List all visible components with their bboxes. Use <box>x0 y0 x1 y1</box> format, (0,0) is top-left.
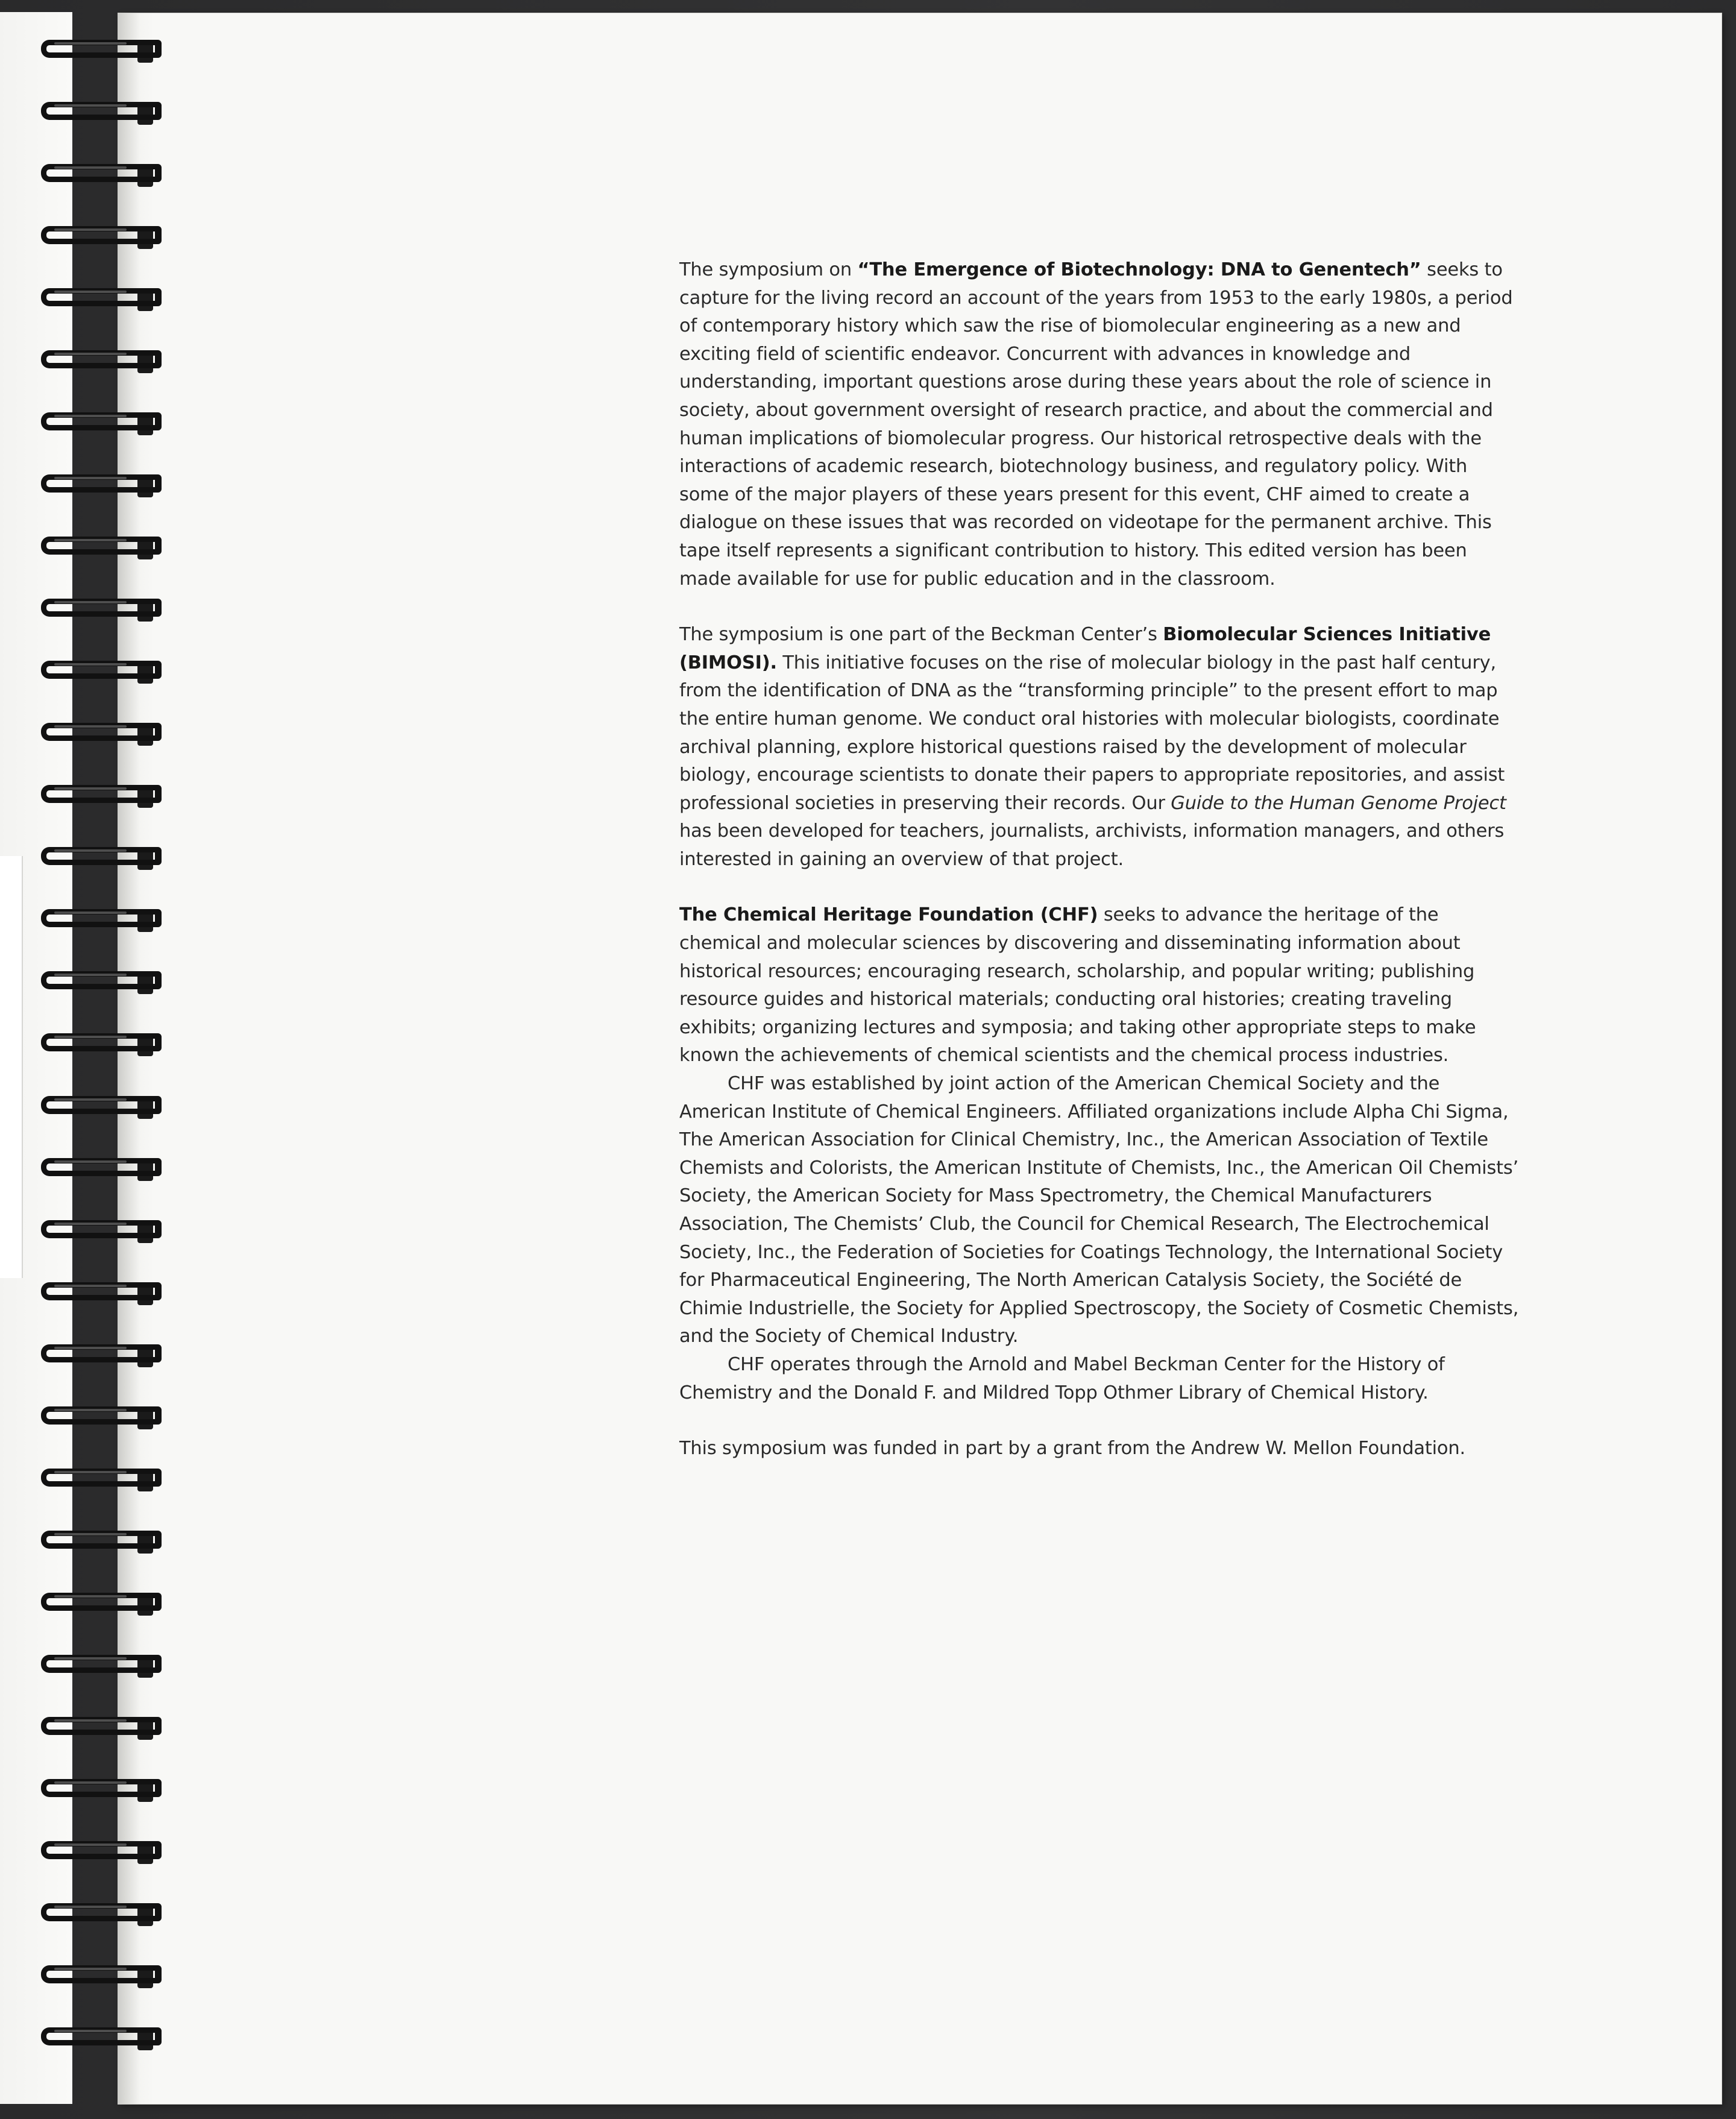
coil-highlight <box>54 849 127 852</box>
coil-highlight <box>54 104 127 107</box>
binding-coil <box>30 1217 175 1247</box>
paragraph-chf-operations: CHF operates through the Arnold and Mabel Beckman Center for the History of Chemistry and the Donald F. and Mildred Topp Othmer Library of Chemical History. <box>679 1353 1445 1403</box>
coil-highlight <box>54 291 127 293</box>
coil-highlight <box>54 1719 127 1722</box>
coil-highlight <box>54 415 127 417</box>
paragraph-gap <box>679 1407 1520 1435</box>
spiral-binding-icon <box>30 36 175 2104</box>
underlying-page-tab <box>0 856 23 1278</box>
coil-highlight <box>54 1471 127 1473</box>
binding-coil <box>30 471 175 501</box>
binding-coil <box>30 533 175 563</box>
binding-coil <box>30 1589 175 1619</box>
coil-highlight <box>54 1968 127 1970</box>
guide-title: Guide to the Human Genome Project <box>1171 792 1506 814</box>
binding-coil <box>30 719 175 749</box>
coil-highlight <box>54 1906 127 1908</box>
binding-coil <box>30 657 175 687</box>
coil-highlight <box>54 353 127 355</box>
paragraph-2-post: has been developed for teachers, journalists, archivists, information managers, and others interested in gaining an overview of that project. <box>679 820 1505 870</box>
binding-coil <box>30 1403 175 1433</box>
binding-coil <box>30 160 175 190</box>
binding-coil <box>30 409 175 439</box>
coil-highlight <box>54 663 127 666</box>
symposium-title: “The Emergence of Biotechnology: DNA to Genentech” <box>857 259 1421 280</box>
binding-coil <box>30 843 175 874</box>
binding-coil <box>30 968 175 998</box>
coil-highlight <box>54 1843 127 1846</box>
binding-coil <box>30 1837 175 1868</box>
coil-highlight <box>54 1098 127 1101</box>
coil-highlight <box>54 539 127 541</box>
binding-coil <box>30 36 175 66</box>
coil-highlight <box>54 1409 127 1411</box>
binding-coil <box>30 222 175 253</box>
binding-coil <box>30 1713 175 1743</box>
coil-highlight <box>54 912 127 914</box>
binding-coil <box>30 2024 175 2054</box>
paragraph-gap <box>679 593 1520 621</box>
paragraph-2-pre: The symposium is one part of the Beckman Center’s <box>679 624 1163 646</box>
initiative-name: Biomolecular Sciences Initiative (BIMOSI). <box>679 624 1491 673</box>
paragraph-3-post: seeks to advance the heritage of the chemical and molecular sciences by discovering and disseminating information about historical resources; encouraging research, scholarship, and popular writing; publishing resource guides and historical materials; conducting oral histories; creating traveling exhibits; organizing lectures and symposia; and taking other appropriate steps to make known the achievements of chemical scientists and the chemical process industries. <box>679 904 1476 1066</box>
binding-coil <box>30 1092 175 1122</box>
text-column <box>679 256 1520 1463</box>
binding-coil <box>30 347 175 377</box>
binding-coil <box>30 1775 175 1806</box>
binding-coil <box>30 1527 175 1557</box>
binding-coil <box>30 1341 175 1371</box>
binding-coil <box>30 1465 175 1495</box>
binding-coil <box>30 1154 175 1185</box>
binding-coil <box>30 905 175 936</box>
coil-highlight <box>54 1285 127 1287</box>
paragraph-funding: This symposium was funded in part by a grant from the Andrew W. Mellon Foundation. <box>679 1438 1465 1459</box>
paragraph-chf <box>679 901 1520 1070</box>
coil-highlight <box>54 601 127 603</box>
paragraph-1-post: seeks to capture for the living record an account of the years from 1953 to the early 1980s, a period of contemporary history which saw the rise of biomolecular engineering as a new and exciting field of scientific endeavor. Concurrent with advances in knowledge and understanding, important questions arose during these years about the role of science in society, about government oversight of research practice, and about the commercial and human implications of biomolecular progress. Our historical retrospective deals with the interactions of academic research, biotechnology business, and regulatory policy. With some of the major players of these years present for this event, CHF aimed to create a dialogue on these issues that was recorded on videotape for the permanent archive. This tape itself represents a significant contribution to history. This edited version has been made available for use for public education and in the classroom. <box>679 259 1513 590</box>
coil-highlight <box>54 1160 127 1163</box>
paragraph-chf-affiliations: CHF was established by joint action of the American Chemical Society and the American Institute of Chemical Engineers. Affiliated organizations include Alpha Chi Sigma, The American Association for Clinical Chemistry, Inc., the American Association of Textile Chemists and Colorists, the American Institute of Chemists, Inc., the American Oil Chemists’ Society, the American Society for Mass Spectrometry, the Chemical Manufacturers Association, The Chemists’ Club, the Council for Chemical Research, The Electrochemical Society, Inc., the Federation of Societies for Coatings Technology, the International Society for Pharmaceutical Engineering, The North American Catalysis Society, the Société de Chimie Industrielle, the Society for Applied Spectroscopy, the Society of Cosmetic Chemists, and the Society of Chemical Industry. <box>679 1073 1519 1347</box>
binding-coil <box>30 1030 175 1060</box>
chf-name: The Chemical Heritage Foundation (CHF) <box>679 904 1098 926</box>
coil-highlight <box>54 228 127 231</box>
paragraph-bimosi <box>679 621 1520 874</box>
binding-coil <box>30 285 175 315</box>
paragraph-2-mid: This initiative focuses on the rise of molecular biology in the past half century, from the identification of DNA as the “transforming principle” to the present effort to map the entire human genome. We conduct oral histories with molecular biologists, coordinate archival planning, explore historical questions raised by the development of molecular biology, encourage scientists to donate their papers to appropriate repositories, and assist professional societies in preserving their records. Our <box>679 652 1505 814</box>
coil-highlight <box>54 477 127 479</box>
coil-highlight <box>54 1657 127 1660</box>
coil-highlight <box>54 725 127 728</box>
binding-coil <box>30 1279 175 1309</box>
binding-coil <box>30 781 175 811</box>
paragraph-symposium-intro <box>679 256 1520 593</box>
coil-highlight <box>54 2030 127 2032</box>
paragraph-gap <box>679 874 1520 901</box>
coil-highlight <box>54 1595 127 1598</box>
coil-highlight <box>54 42 127 45</box>
binding-coil <box>30 595 175 625</box>
coil-highlight <box>54 1533 127 1535</box>
coil-highlight <box>54 1223 127 1225</box>
coil-highlight <box>54 974 127 976</box>
binding-coil <box>30 1962 175 1992</box>
binding-coil <box>30 98 175 128</box>
paragraph-1-pre: The symposium on <box>679 259 858 280</box>
binding-coil <box>30 1900 175 1930</box>
coil-highlight <box>54 1036 127 1038</box>
coil-highlight <box>54 166 127 169</box>
coil-highlight <box>54 1781 127 1784</box>
coil-highlight <box>54 787 127 790</box>
coil-highlight <box>54 1347 127 1349</box>
binding-coil <box>30 1651 175 1681</box>
